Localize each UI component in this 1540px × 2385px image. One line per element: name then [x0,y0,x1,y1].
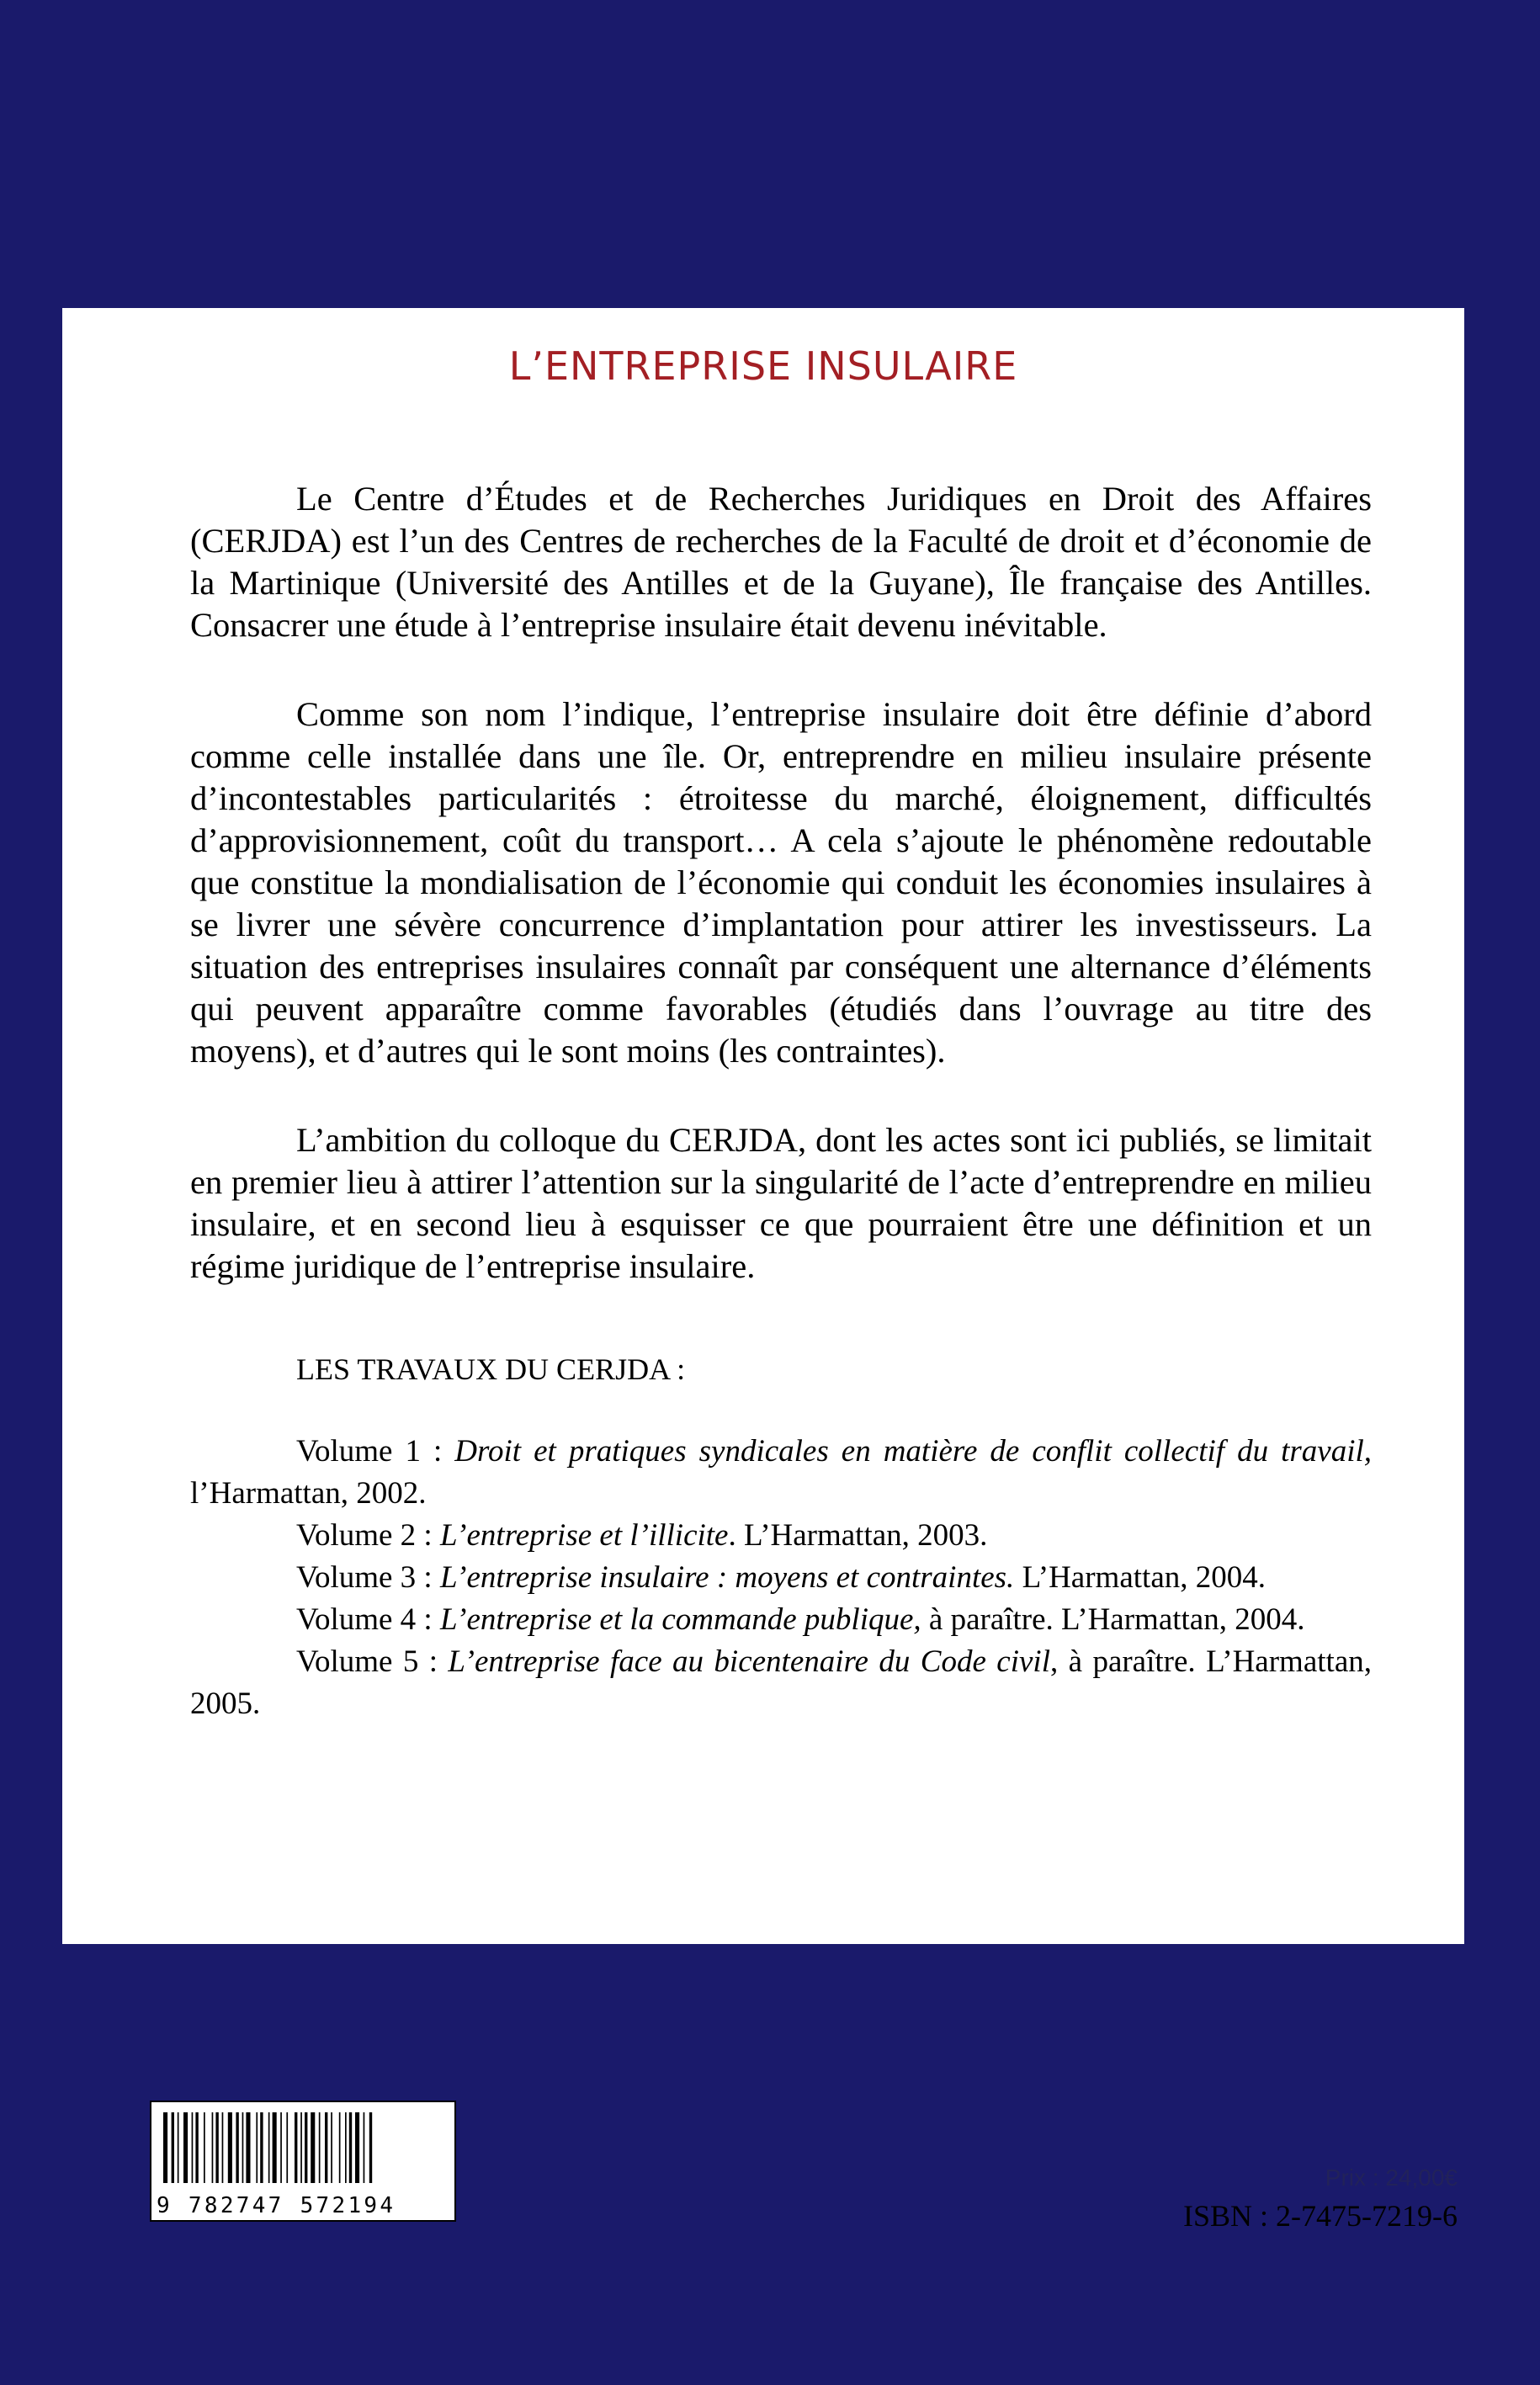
volume-title: L’entreprise face au bicentenaire du Code civil [448,1644,1050,1679]
volume-label: Volume 4 : [296,1602,440,1637]
isbn-barcode [150,2101,456,2222]
barcode-bars-icon [163,2112,443,2183]
volume-title: L’entreprise insulaire : moyens et contraintes. [439,1560,1015,1595]
volume-entry [190,1515,1372,1557]
volume-label: Volume 3 : [296,1560,440,1595]
volume-label: Volume 2 : [296,1518,440,1553]
volume-publisher: à paraître. L’Harmattan, 2004. [921,1602,1305,1637]
book-title: L’ENTREPRISE INSULAIRE [508,343,1018,389]
isbn-label: ISBN : 2-7475-7219-6 [1183,2199,1458,2233]
volume-publisher: L’Harmattan, 2004. [1014,1560,1266,1595]
back-cover-text-panel [62,308,1464,1944]
volume-label: Volume 1 : [296,1434,455,1469]
volume-title: L’entreprise et la commande publique, [439,1602,921,1637]
volume-entry [190,1431,1372,1515]
back-cover-body [190,478,1372,1725]
volume-entry [190,1641,1372,1725]
volume-entry [190,1599,1372,1641]
paragraph-intro: Le Centre d’Études et de Recherches Juridiques en Droit des Affaires (CERJDA) est l’un des Centres de recherches de la Faculté de droit et d’économie de la Martinique (Université des Antilles et de la Guyane), Île française des Antilles. Consacrer une étude à l’entreprise insulaire était devenu inévitable. [190,480,1372,644]
volume-entry [190,1557,1372,1599]
barcode-number: 9 782747 572194 [157,2193,396,2218]
volume-label: Volume 5 : [296,1644,449,1679]
paragraph-ambition: L’ambition du colloque du CERJDA, dont les actes sont ici publiés, se limitait en premier lieu à attirer l’attention sur la singularité de l’acte d’entreprendre en milieu insulaire, et en second lieu à esquisser ce que pourraient être une définition et un régime juridique de l’entreprise insulaire. [190,1121,1372,1285]
volume-title: Droit et pratiques syndicales en matière de conflit collectif du travail, [454,1434,1372,1469]
volume-publisher: l’Harmattan, 2002. [190,1476,427,1511]
price-label: Prix : 24,00€ [1325,2165,1458,2191]
volume-title: L’entreprise et l’illicite [439,1518,729,1553]
paragraph-context: Comme son nom l’indique, l’entreprise insulaire doit être définie d’abord comme celle installée dans une île. Or, entreprendre en milieu insulaire présente d’incontestables particularités : étroitesse du marché, éloignement, difficultés d’approvisionnement, coût du transport… A cela s’ajoute le phénomène redoutable que constitue la mondialisation de l’économie qui conduit les économies insulaires à se livrer une sévère concurrence d’implantation pour attirer les investisseurs. La situation des entreprises insulaires connaît par conséquent une alternance d’éléments qui peuvent apparaître comme favorables (étudiés dans l’ouvrage au titre des moyens), et d’autres qui le sont moins (les contraintes). [190,695,1372,1070]
works-heading: LES TRAVAUX DU CERJDA : [296,1352,686,1386]
volume-publisher: . L’Harmattan, 2003. [728,1518,988,1553]
volume-publisher: , à paraître. L’Harmattan, 2005. [190,1644,1372,1721]
